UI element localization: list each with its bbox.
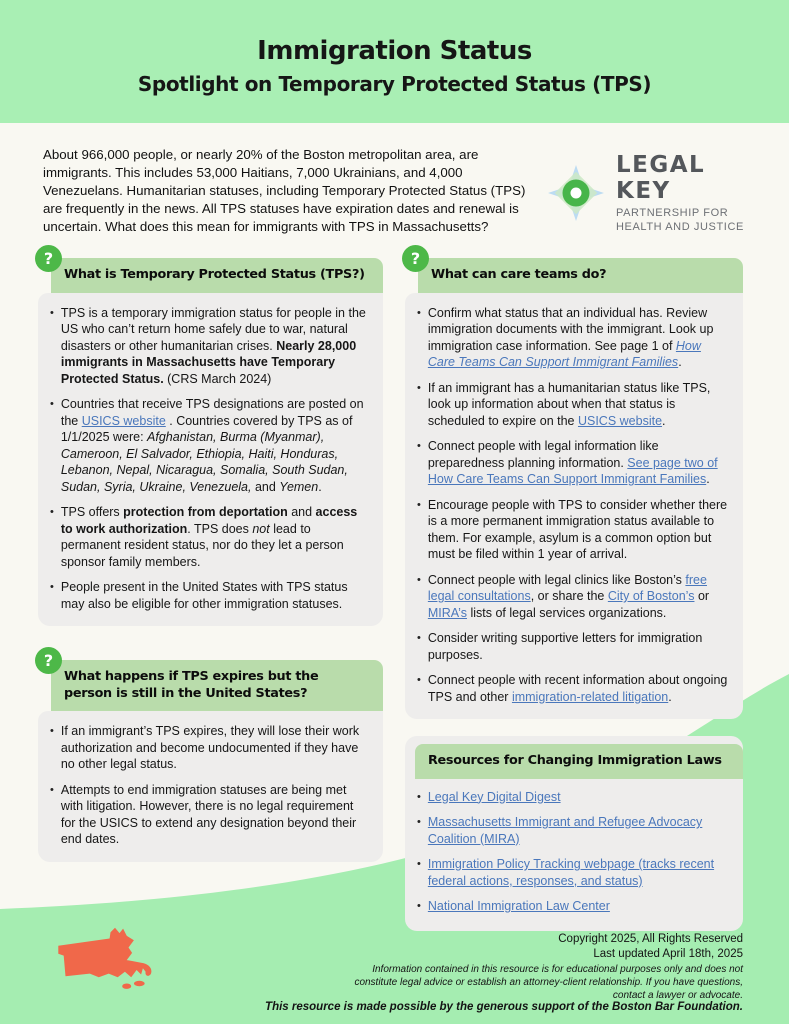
footer-disclaimer: Information contained in this resource is for educational purposes only and does not constitute legal advice or establish an attorney-client relationship. If you have questions, contact a lawyer or advocate. — [354, 964, 743, 1002]
bullet-dot: • — [417, 632, 421, 645]
bullet-dot: • — [417, 440, 421, 453]
inline-link[interactable]: See page two of How Care Teams Can Support Immigrant Families — [427, 455, 718, 487]
bullet-dot: • — [50, 725, 54, 738]
page-subtitle: Spotlight on Temporary Protected Status (TPS) — [137, 72, 652, 96]
header — [0, 0, 789, 123]
text-segment: Countries that receive TPS designations are posted on the — [60, 397, 364, 428]
text-segment: . — [318, 479, 322, 494]
logo-text — [616, 152, 760, 235]
section-header-band — [418, 258, 743, 293]
text-segment: Nearly 28,000 immigrants in Massachusetts have Temporary Protected Status. — [60, 338, 357, 386]
text-segment: Yemen — [279, 479, 319, 494]
text-segment: Afghanistan, Burma (Myanmar), Cameroon, El Salvador, Ethiopia, Haiti, Honduras, Lebanon, Nepal, Nicaragua, Somalia, South Sudan, Sudan, Syria, Ukraine, Venezuela, — [60, 430, 348, 494]
text-segment: TPS is a temporary immigration status for people in the US who can’t return home safely due to war, natural disasters or other humanitarian crises. — [60, 305, 366, 353]
bullet-dot: • — [50, 783, 54, 796]
legal-key-logo — [544, 152, 760, 235]
bullet-text — [428, 630, 729, 663]
bullet-text — [428, 438, 729, 488]
massachusetts-icon — [52, 912, 160, 1010]
text-segment: lead to permanent resident status, nor do they let a person sponsor family members. — [60, 521, 344, 569]
bullet-item — [417, 630, 729, 663]
bullet-text — [61, 579, 369, 612]
bullet-dot: • — [50, 506, 54, 519]
text-segment: Encourage people with TPS to consider whether there is a more permanent immigration status available to them. For example, asylum is a common option but must be filed within 1 year of arrival. — [427, 497, 728, 562]
text-segment: and — [287, 505, 316, 520]
bullet-dot: • — [417, 498, 421, 511]
logo-star-icon — [544, 161, 608, 225]
resource-link[interactable]: Immigration Policy Tracking webpage (tracks recent federal actions, responses, and status) — [427, 857, 715, 888]
resource-link[interactable]: National Immigration Law Center — [427, 899, 610, 914]
resource-item — [417, 856, 729, 889]
bullet-text — [61, 723, 369, 773]
text-segment: TPS offers — [60, 505, 124, 520]
section-title: What can care teams do? — [431, 267, 607, 282]
text-segment: protection from deportation — [123, 505, 288, 520]
section-what-is-tps — [38, 249, 383, 626]
resources-header-band — [415, 744, 743, 779]
logo-tagline — [616, 206, 760, 235]
text-segment: . TPS does — [187, 521, 253, 536]
bullet-item — [417, 672, 729, 705]
text-segment: People present in the United States with TPS status may also be eligible for other immigration statuses. — [60, 580, 348, 611]
resource-item — [417, 898, 729, 915]
question-icon: ? — [35, 647, 62, 674]
footer-copyright: Copyright 2025, All Rights Reserved — [558, 933, 743, 945]
section-body — [38, 711, 383, 862]
inline-link[interactable]: USICS website — [81, 413, 166, 428]
bullet-text — [61, 782, 369, 848]
section-body — [38, 293, 383, 627]
bullet-dot: • — [50, 581, 54, 594]
section-header-band — [51, 258, 383, 293]
bullet-text — [428, 672, 729, 705]
bullet-text — [428, 497, 729, 563]
inline-link[interactable]: immigration-related litigation — [511, 689, 669, 704]
bullet-dot: • — [50, 398, 54, 411]
section-tps-expires — [38, 651, 383, 862]
inline-link[interactable]: free legal consultations — [427, 572, 707, 604]
footer-copyright-block — [558, 932, 743, 963]
inline-link[interactable]: City of Boston’s — [607, 589, 695, 604]
text-segment: . Countries covered by TPS as of 1/1/2025 were: — [60, 413, 353, 445]
bullet-dot: • — [417, 306, 421, 319]
text-segment: Connect people with legal information like preparedness planning information. — [427, 439, 659, 470]
section-title: What is Temporary Protected Status (TPS?) — [64, 267, 365, 282]
logo-tagline-line2: HEALTH AND JUSTICE — [616, 221, 744, 234]
bullet-text — [428, 572, 729, 622]
resource-item — [417, 789, 729, 806]
bullet-dot: • — [417, 900, 421, 913]
bullet-text — [428, 380, 729, 430]
bullet-dot: • — [417, 573, 421, 586]
footer-support-note: This resource is made possible by the generous support of the Boston Bar Foundation. — [265, 1001, 743, 1013]
bullet-item — [417, 497, 729, 563]
text-segment: Confirm what status that an individual has. Review immigration documents with the immigrant. Look up immigration case information. See page 1 of — [427, 305, 714, 353]
inline-link[interactable]: MIRA’s — [427, 605, 467, 620]
section-care-teams — [405, 249, 743, 719]
text-segment: access to work authorization — [60, 505, 358, 536]
logo-name: LEGAL KEY — [616, 152, 706, 204]
text-segment: (CRS March 2024) — [163, 371, 272, 386]
bullet-text — [61, 504, 369, 570]
bullet-item — [50, 305, 369, 388]
bullet-item — [50, 782, 369, 848]
bullet-dot: • — [417, 816, 421, 829]
intro-paragraph: About 966,000 people, or nearly 20% of the Boston metropolitan area, are immigrants. This includes 53,000 Haitians, 7,000 Ukrainians, and 4,000 Venezuelans. Humanitarian statuses, including Temporary Protected Status (TPS) are frequently in the news. All TPS statuses have expiration dates and renewal is uncertain. What does this mean for immigrants with TPS in Massachusetts? — [43, 147, 526, 235]
text-segment: . — [678, 355, 682, 370]
question-icon: ? — [402, 245, 429, 272]
inline-link[interactable]: How Care Teams Can Support Immigrant Families — [427, 338, 701, 370]
inline-link[interactable]: USICS website — [577, 413, 663, 428]
logo-tagline-line1: PARTNERSHIP FOR — [616, 207, 729, 219]
bullet-item — [50, 396, 369, 495]
bullet-text — [428, 305, 729, 371]
text-segment: If an immigrant has a humanitarian status like TPS, look up information about when that status is scheduled to expire on the — [427, 380, 711, 428]
footer-last-updated: Last updated April 18th, 2025 — [593, 948, 743, 961]
text-segment: . — [668, 689, 672, 704]
text-segment: , or share the — [530, 589, 608, 604]
bullet-dot: • — [417, 790, 421, 803]
resource-link[interactable]: Massachusetts Immigrant and Refugee Advocacy Coalition (MIRA) — [427, 815, 703, 846]
bullet-item — [417, 572, 729, 622]
text-segment: not — [252, 521, 270, 536]
bullet-dot: • — [417, 858, 421, 871]
bullet-text — [61, 305, 369, 388]
text-segment: If an immigrant’s TPS expires, they will lose their work authorization and become undocumented if they have no other legal status. — [60, 724, 360, 772]
section-title: What happens if TPS expires but the person is still in the United States? — [64, 669, 319, 701]
text-segment: and — [251, 479, 280, 494]
text-segment: . — [706, 472, 710, 487]
text-segment: Connect people with recent information about ongoing TPS and other — [427, 673, 728, 704]
bullet-item — [417, 305, 729, 371]
bullet-item — [417, 380, 729, 430]
resources-card — [405, 736, 743, 931]
text-segment: Connect people with legal clinics like Boston’s — [427, 572, 686, 587]
bullet-text — [61, 396, 369, 495]
text-segment: Attempts to end immigration statuses are being met with litigation. However, there is no legal requirement for the USICS to extend any designation beyond their end dates. — [60, 782, 357, 847]
text-segment: . — [662, 413, 666, 428]
bullet-item — [50, 723, 369, 773]
section-body — [405, 293, 743, 720]
bullet-dot: • — [417, 674, 421, 687]
question-icon: ? — [35, 245, 62, 272]
resource-link[interactable]: Legal Key Digital Digest — [427, 789, 561, 804]
resources-list — [405, 779, 743, 925]
resource-item — [417, 814, 729, 847]
text-segment: lists of legal services organizations. — [466, 605, 667, 620]
bullet-dot: • — [50, 306, 54, 319]
text-segment: Consider writing supportive letters for immigration purposes. — [427, 631, 703, 662]
bullet-dot: • — [417, 381, 421, 394]
bullet-item — [417, 438, 729, 488]
page-title: Immigration Status — [257, 36, 532, 66]
resources-title: Resources for Changing Immigration Laws — [428, 753, 722, 768]
text-segment: or — [694, 589, 710, 604]
bullet-item — [50, 504, 369, 570]
bullet-item — [50, 579, 369, 612]
section-header-band — [51, 660, 383, 711]
